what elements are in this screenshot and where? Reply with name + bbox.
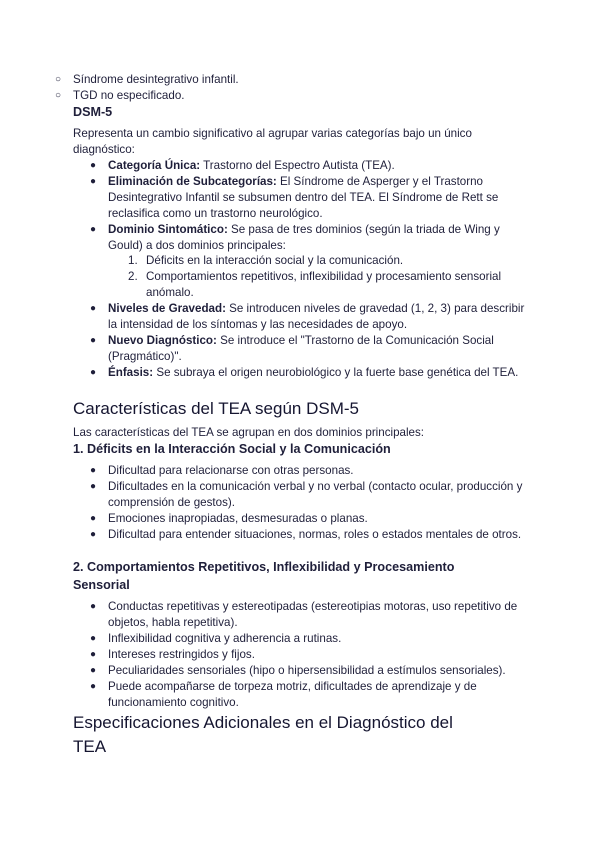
list-item: ● Peculiaridades sensoriales (hipo o hipersensibilidad a estímulos sensoriales). [90, 664, 506, 677]
caracteristicas-heading: Características del TEA según DSM-5 [73, 399, 359, 418]
especificaciones-heading-line2: TEA [73, 737, 107, 756]
especificaciones-heading-line1: Especificaciones Adicionales en el Diagnóstico del [73, 713, 453, 732]
domain2-heading-line1: 2. Comportamientos Repetitivos, Inflexibilidad y Procesamiento [73, 560, 455, 574]
dsm5-list [73, 158, 528, 254]
hollow-bullet-icon: ○ [55, 74, 62, 85]
bullet-icon: ● [90, 681, 97, 692]
bullet-icon: ● [90, 649, 97, 660]
domain1-heading: 1. Déficits en la Interacción Social y la Comunicación [73, 442, 391, 456]
subtype-list [0, 72, 239, 104]
list-item: ● Categoría Única: Trastorno del Espectro Autista (TEA). [90, 159, 395, 172]
list-item: ● Inflexibilidad cognitiva y adherencia a rutinas. [90, 632, 342, 645]
list-item: ● Puede acompañarse de torpeza motriz, dificultades de aprendizaje y de funcionamiento cognitivo. [90, 680, 477, 709]
bullet-icon: ● [90, 513, 97, 524]
dsm5-heading: DSM-5 [73, 105, 113, 119]
bullet-icon: ● [90, 529, 97, 540]
list-item: ● Dificultad para entender situaciones, normas, roles o estados mentales de otros. [90, 528, 522, 541]
list-item: ○ Síndrome desintegrativo infantil. [55, 73, 239, 86]
bullet-icon: ● [90, 335, 97, 346]
dsm5-list-continued [73, 301, 528, 381]
bullet-icon: ● [90, 465, 97, 476]
bullet-icon: ● [90, 481, 97, 492]
list-item: ● Énfasis: Se subraya el origen neurobiológico y la fuerte base genética del TEA. [90, 366, 519, 379]
bullet-icon: ● [90, 633, 97, 644]
bullet-icon: ● [90, 224, 97, 235]
hollow-bullet-icon: ○ [55, 90, 62, 101]
domain2-heading-line2: Sensorial [73, 578, 130, 592]
list-item: ● Eliminación de Subcategorías: El Síndrome de Asperger y el Trastorno Desintegrativo Infantil se subsumen dentro del TEA. El Síndrome de Rett se reclasifica como un trastorno neurológico. [90, 175, 499, 220]
bullet-icon: ● [90, 601, 97, 612]
domain1-list [73, 463, 528, 543]
bullet-icon: ● [90, 160, 97, 171]
list-item: ● Intereses restringidos y fijos. [90, 648, 255, 661]
bullet-icon: ● [90, 176, 97, 187]
caracteristicas-intro: Las características del TEA se agrupan en dos dominios principales: [73, 426, 425, 439]
list-item: ● Dificultades en la comunicación verbal y no verbal (contacto ocular, producción y comprensión de gestos). [90, 480, 523, 509]
list-item: ● Conductas repetitivas y estereotipadas (estereotipias motoras, uso repetitivo de objetos, habla repetitiva). [90, 600, 518, 629]
list-item: ● Nuevo Diagnóstico: Se introduce el "Trastorno de la Comunicación Social (Pragmático)". [90, 334, 494, 363]
list-item: ● Niveles de Gravedad: Se introducen niveles de gravedad (1, 2, 3) para describir la intensidad de los síntomas y las necesidades de apoyo. [90, 302, 525, 331]
bullet-icon: ● [90, 665, 97, 676]
bullet-icon: ● [90, 367, 97, 378]
list-item: 2. Comportamientos repetitivos, inflexibilidad y procesamiento sensorial anómalo. [128, 270, 502, 299]
list-item: ● Dificultad para relacionarse con otras personas. [90, 464, 354, 477]
list-item: ● Emociones inapropiadas, desmesuradas o planas. [90, 512, 368, 525]
list-item: ● Dominio Sintomático: Se pasa de tres dominios (según la triada de Wing y Gould) a dos dominios principales: [90, 223, 500, 252]
dsm5-intro: Representa un cambio significativo al agrupar varias categorías bajo un único diagnóstico: [73, 127, 472, 156]
bullet-icon: ● [90, 303, 97, 314]
domain2-list [73, 599, 528, 711]
list-item: 1. Déficits en la interacción social y la comunicación. [128, 254, 404, 267]
domain-numbered-list [73, 253, 526, 301]
list-item: ○ TGD no especificado. [55, 89, 185, 102]
